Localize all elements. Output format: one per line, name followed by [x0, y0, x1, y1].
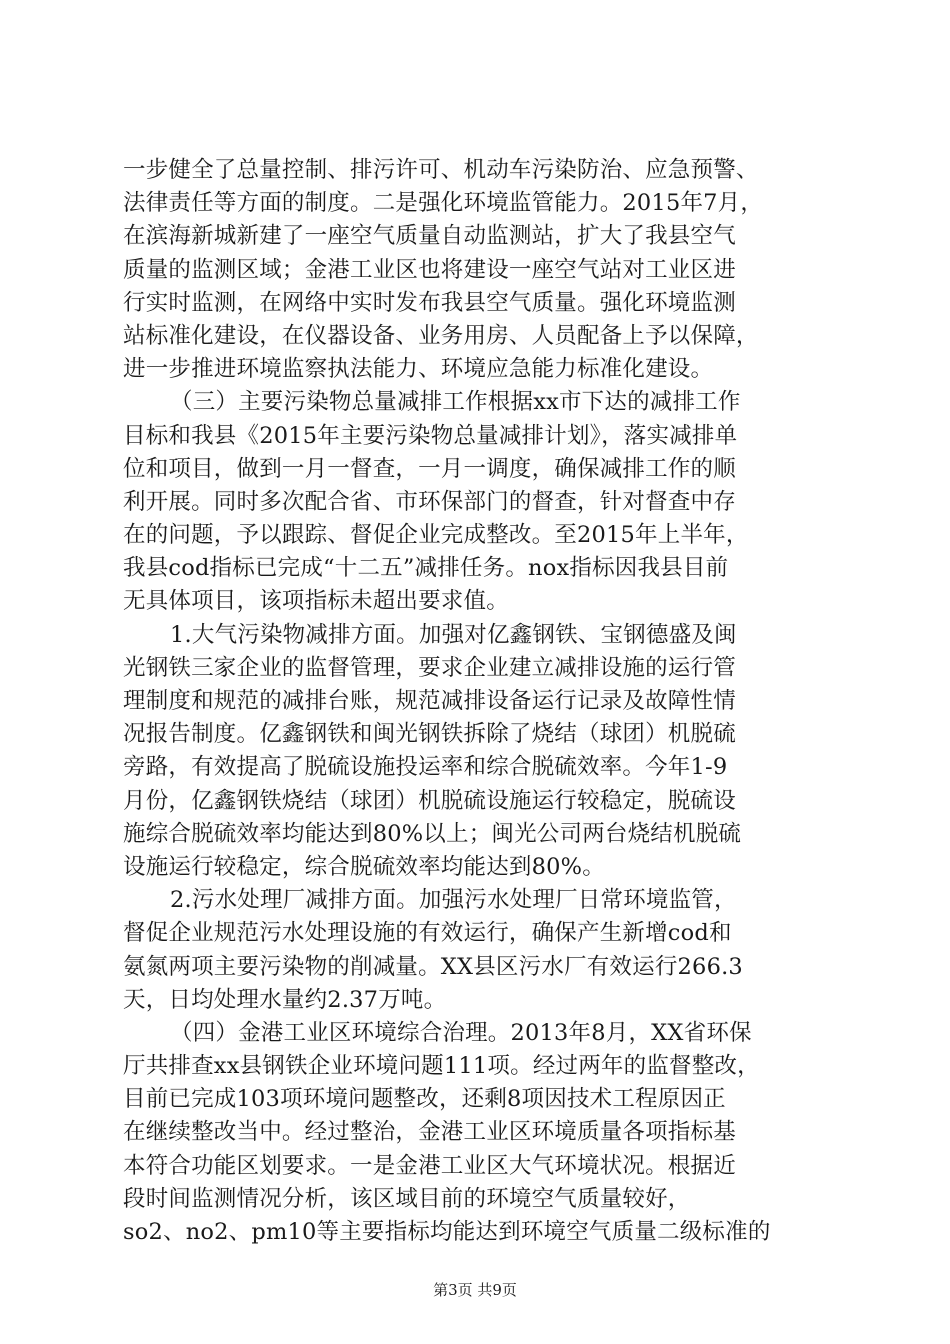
- page-number-footer: 第3页 共9页: [433, 1281, 517, 1299]
- text-line: 我县cod指标已完成“十二五”减排任务。nox指标因我县目前: [123, 555, 729, 582]
- text-line: 施综合脱硫效率均能达到80%以上；闽光公司两台烧结机脱硫: [123, 820, 742, 847]
- text-line: 督促企业规范污水处理设施的有效运行，确保产生新增cod和: [123, 920, 732, 947]
- text-line: 法律责任等方面的制度。二是强化环境监管能力。2015年7月，: [123, 190, 764, 217]
- paragraph-heading-line: 2.污水处理厂减排方面。加强污水处理厂日常环境监管，: [170, 887, 737, 914]
- text-line: 目前已完成103项环境问题整改，还剩8项因技术工程原因正: [123, 1086, 726, 1113]
- paragraph-heading-line: （三）主要污染物总量减排工作根据xx市下达的减排工作: [170, 389, 741, 416]
- text-line: 利开展。同时多次配合省、市环保部门的督查，针对督查中存: [123, 488, 736, 515]
- text-line: 位和项目，做到一月一督查，一月一调度，确保减排工作的顺: [123, 455, 736, 482]
- text-line: 在滨海新城新建了一座空气质量自动监测站，扩大了我县空气: [123, 223, 736, 250]
- text-line: 理制度和规范的减排台账，规范减排设备运行记录及故障性情: [123, 688, 736, 714]
- text-line: 况报告制度。亿鑫钢铁和闽光钢铁拆除了烧结（球团）机脱硫: [123, 721, 736, 748]
- text-line: so2、no2、pm10等主要指标均能达到环境空气质量二级标准的: [123, 1219, 771, 1245]
- text-line: 无具体项目，该项指标未超出要求值。: [123, 588, 509, 615]
- text-line: 天，日均处理水量约2.37万吨。: [123, 986, 447, 1013]
- paragraph-heading-line: （四）金港工业区环境综合治理。2013年8月，XX省环保: [170, 1019, 752, 1046]
- text-line: 段时间监测情况分析，该区域目前的环境空气质量较好，: [123, 1185, 691, 1212]
- document-body: [123, 154, 835, 1249]
- text-line: 厅共排查xx县钢铁企业环境问题111项。经过两年的监督整改，: [123, 1053, 760, 1080]
- text-line: 在的问题，予以跟踪、督促企业完成整改。至2015年上半年，: [123, 522, 749, 549]
- text-line: 进一步推进环境监察执法能力、环境应急能力标准化建设。: [123, 356, 714, 383]
- text-line: 设施运行较稳定，综合脱硫效率均能达到80%。: [123, 853, 605, 880]
- text-line: 本符合功能区划要求。一是金港工业区大气环境状况。根据近: [123, 1152, 736, 1179]
- text-line: 站标准化建设，在仪器设备、业务用房、人员配备上予以保障，: [123, 322, 759, 349]
- text-line: 月份，亿鑫钢铁烧结（球团）机脱硫设施运行较稳定，脱硫设: [123, 787, 736, 814]
- text-line: 目标和我县《2015年主要污染物总量减排计划》，落实减排单: [123, 422, 738, 449]
- text-line: 质量的监测区域；金港工业区也将建设一座空气站对工业区进: [123, 256, 736, 283]
- text-line: 氨氮两项主要污染物的削减量。XX县区污水厂有效运行266.3: [123, 953, 743, 980]
- paragraph-heading-line: 1.大气污染物减排方面。加强对亿鑫钢铁、宝钢德盛及闽: [170, 621, 737, 648]
- text-line: 一步健全了总量控制、排污许可、机动车污染防治、应急预警、: [123, 157, 759, 183]
- text-line: 旁路，有效提高了脱硫设施投运率和综合脱硫效率。今年1-9: [123, 754, 728, 781]
- text-line: 在继续整改当中。经过整治，金港工业区环境质量各项指标基: [123, 1119, 736, 1146]
- text-line: 行实时监测，在网络中实时发布我县空气质量。强化环境监测: [123, 289, 736, 316]
- text-line: 光钢铁三家企业的监督管理，要求企业建立减排设施的运行管: [123, 654, 736, 681]
